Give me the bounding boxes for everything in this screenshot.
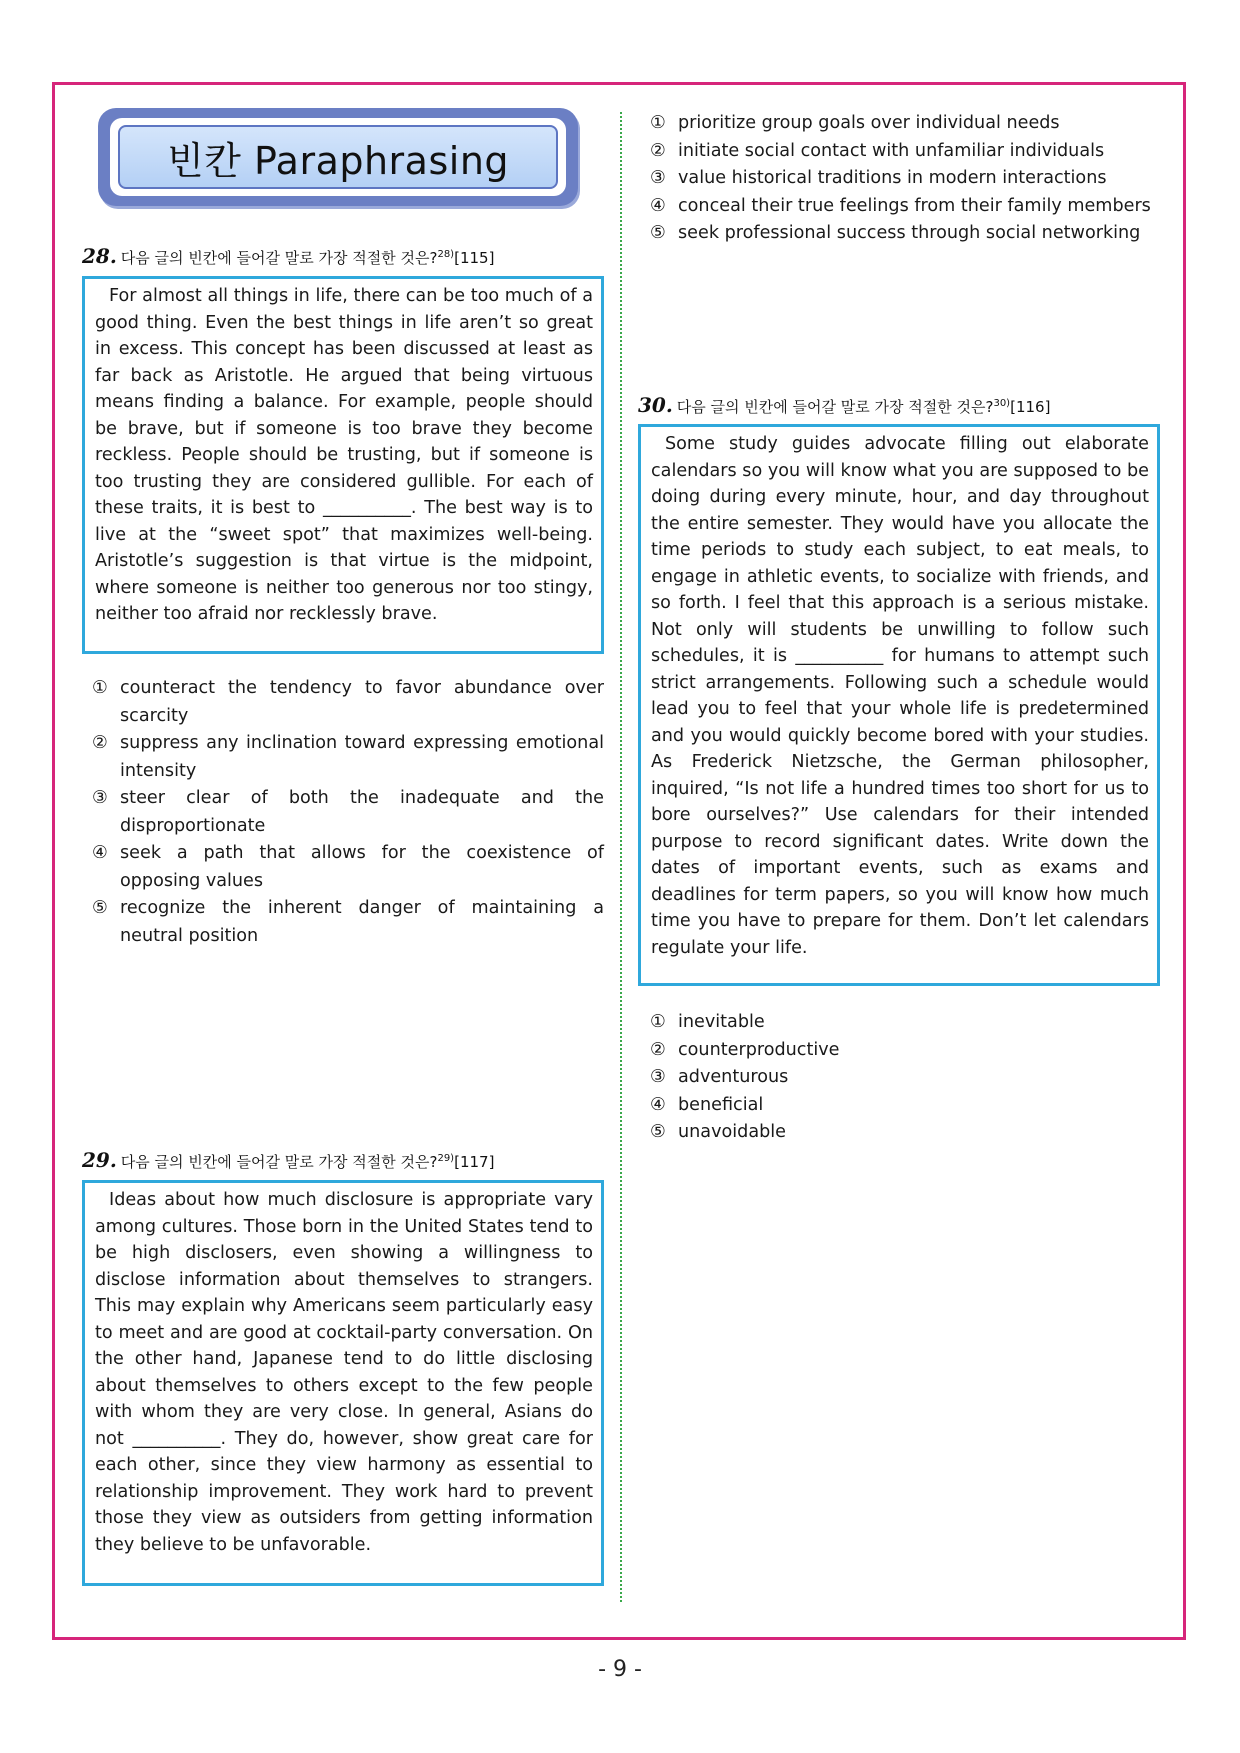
question-28-passage	[82, 276, 604, 654]
question-prompt: 다음 글의 빈칸에 들어갈 말로 가장 적절한 것은?	[120, 1153, 438, 1171]
question-29-passage	[82, 1180, 604, 1586]
option-5[interactable]: ⑤ recognize the inherent danger of maintaining a neutral position	[92, 898, 604, 946]
option-1[interactable]: ① inevitable	[650, 1012, 765, 1032]
question-number: 28.	[82, 244, 117, 268]
question-30-passage	[638, 424, 1160, 986]
option-4[interactable]: ④ conceal their true feelings from their family members	[650, 195, 1151, 216]
option-2[interactable]: ② counterproductive	[650, 1039, 840, 1060]
page-number: - 9 -	[598, 1657, 642, 1682]
question-number: 30.	[638, 393, 673, 417]
option-5[interactable]: ⑤ unavoidable	[650, 1122, 786, 1142]
option-2[interactable]: ② initiate social contact with unfamiliar individuals	[650, 140, 1105, 161]
question-29-options	[650, 110, 1160, 248]
footnote-marker: 30)	[993, 398, 1011, 409]
question-prompt: 다음 글의 빈칸에 들어갈 말로 가장 적절한 것은?	[676, 398, 994, 416]
passage-text: For almost all things in life, there can be too much of a good thing. Even the best things in life aren’t so great in excess. This concept has been discussed at least as far back as Aristotle. He argued that being virtuous means finding a balance. For example, people should be brave, but if someone is too brave they become reckless. People should be trusting, but if someone is too trusting they are considered gullible. For each of these traits, it is best to __________. The best way is to live at the “sweet spot” that maximizes well-being. Aristotle’s suggestion is that virtue is the midpoint, where someone is neither too generous nor too stingy, neither too afraid nor recklessly brave.	[95, 286, 593, 624]
question-30-header	[638, 393, 1050, 417]
question-number: 29.	[82, 1148, 117, 1172]
title-banner-box	[118, 125, 558, 189]
question-28-header	[82, 244, 494, 268]
question-prompt: 다음 글의 빈칸에 들어갈 말로 가장 적절한 것은?	[120, 249, 438, 267]
title-banner-inner	[110, 118, 566, 196]
option-3[interactable]: ③ adventurous	[650, 1067, 789, 1087]
option-3[interactable]: ③ value historical traditions in modern interactions	[650, 168, 1107, 188]
question-28-options	[92, 675, 604, 950]
section-title: 빈칸 Paraphrasing	[166, 138, 510, 183]
option-5[interactable]: ⑤ seek professional success through social networking	[650, 223, 1141, 243]
passage-text: Some study guides advocate filling out elaborate calendars so you will know what you are supposed to be doing during every minute, hour, and day throughout the entire semester. They would have you allocate the time periods to study each subject, to eat meals, to engage in athletic events, to socialize with friends, and so forth. I feel that this approach is a serious mistake. Not only will students be unwilling to follow such schedules, it is __________ for humans to attempt such strict arrangements. Following such a schedule would lead you to feel that your whole life is predetermined and you would quickly become bored with your studies. As Frederick Nietzsche, the German philosopher, inquired, “Is not life a hundred times too short for us to bore ourselves?” Use calendars for their intended purpose to record significant dates. Write down the dates of important events, such as exams and deadlines for term papers, so you will know how much time you have to prepare for them. Don’t let calendars regulate your life.	[651, 434, 1149, 958]
column-divider	[620, 112, 622, 1602]
option-2[interactable]: ② suppress any inclination toward expressing emotional intensity	[92, 733, 604, 781]
footnote-marker: 29)	[437, 1153, 455, 1164]
option-3[interactable]: ③ steer clear of both the inadequate and the disproportionate	[92, 788, 604, 836]
option-1[interactable]: ① counteract the tendency to favor abundance over scarcity	[92, 678, 604, 726]
passage-text: Ideas about how much disclosure is appropriate vary among cultures. Those born in the United States tend to be high disclosers, even showing a willingness to disclose information about themselves to strangers. This may explain why Americans seem particularly easy to meet and are good at cocktail-party conversation. On the other hand, Japanese tend to do little disclosing about themselves to others except to the few people with whom they are very close. In general, Asians do not __________. They do, however, show great care for each other, since they view harmony as essential to relationship improvement. They work hard to prevent those they view as outsiders from getting information they believe to be unfavorable.	[95, 1190, 593, 1555]
question-ref: [115]	[454, 249, 495, 267]
question-29-header	[82, 1148, 494, 1172]
question-ref: [117]	[454, 1153, 495, 1171]
option-4[interactable]: ④ seek a path that allows for the coexistence of opposing values	[92, 843, 604, 891]
footnote-marker: 28)	[437, 249, 455, 260]
question-30-options	[650, 1009, 1160, 1147]
question-ref: [116]	[1010, 398, 1051, 416]
option-1[interactable]: ① prioritize group goals over individual needs	[650, 113, 1060, 133]
section-title-banner	[98, 108, 578, 206]
option-4[interactable]: ④ beneficial	[650, 1094, 764, 1115]
